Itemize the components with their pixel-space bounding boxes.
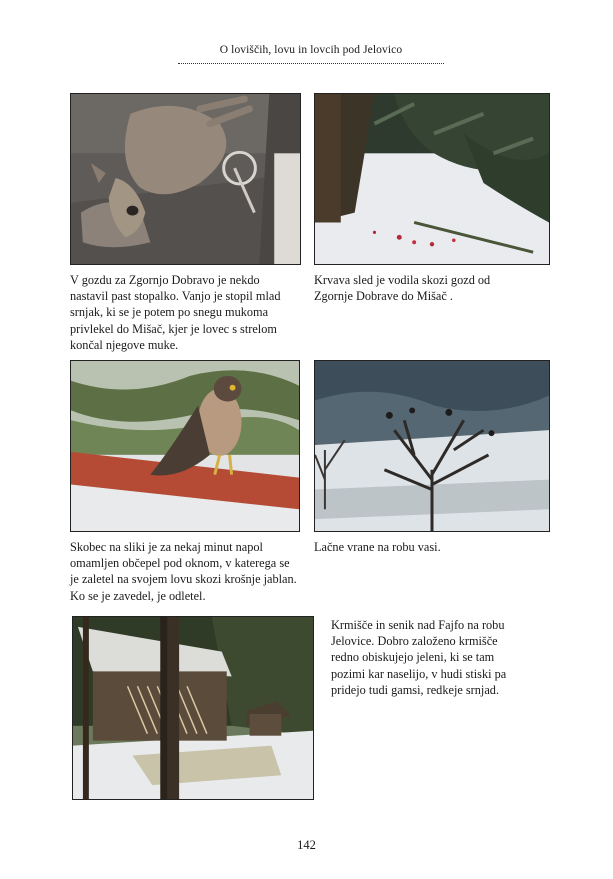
photo-trapped-roe-deer	[70, 93, 301, 265]
photo-blood-trail-snow	[314, 93, 550, 265]
figure-caption: Lačne vrane na robu vasi.	[314, 540, 441, 554]
figure-caption: Krmišče in senik nad Fajfo na robu Jelovice. Dobro založeno krmišče redno obiskujejo jeleni, ki se tam pozimi kar naselijo, v hudi stiski pa pridejo tudi gamsi, redkeje srnjad.	[331, 618, 507, 697]
photo-crows-village-edge	[314, 360, 550, 532]
figure-caption: Krvava sled je vodila skozi gozd od Zgornje Dobrave do Mišač .	[314, 273, 491, 304]
photo-sparrowhawk	[70, 360, 300, 532]
running-head: O loviščih, lovu in lovcih pod Jelovico	[219, 44, 403, 56]
figure-caption: Skobec na sliki je za nekaj minut napol omamljen občepel pod oknom, v katerega se je zaletel na svojem lovu skozi krošnje jablan. Ko se je zavedel, je odletel.	[70, 540, 297, 603]
figure-caption: V gozdu za Zgornjo Dobravo je nekdo nastavil past stopalko. Vanjo je stopil mlad srnjak, ki se je potem po snegu mukoma privlekel do Mišač, kjer je lovec s strelom končal njegove muke.	[70, 273, 281, 352]
photo-feeding-station-barn	[72, 616, 314, 800]
page-number: 142	[297, 838, 316, 852]
running-head-rule	[178, 63, 444, 64]
